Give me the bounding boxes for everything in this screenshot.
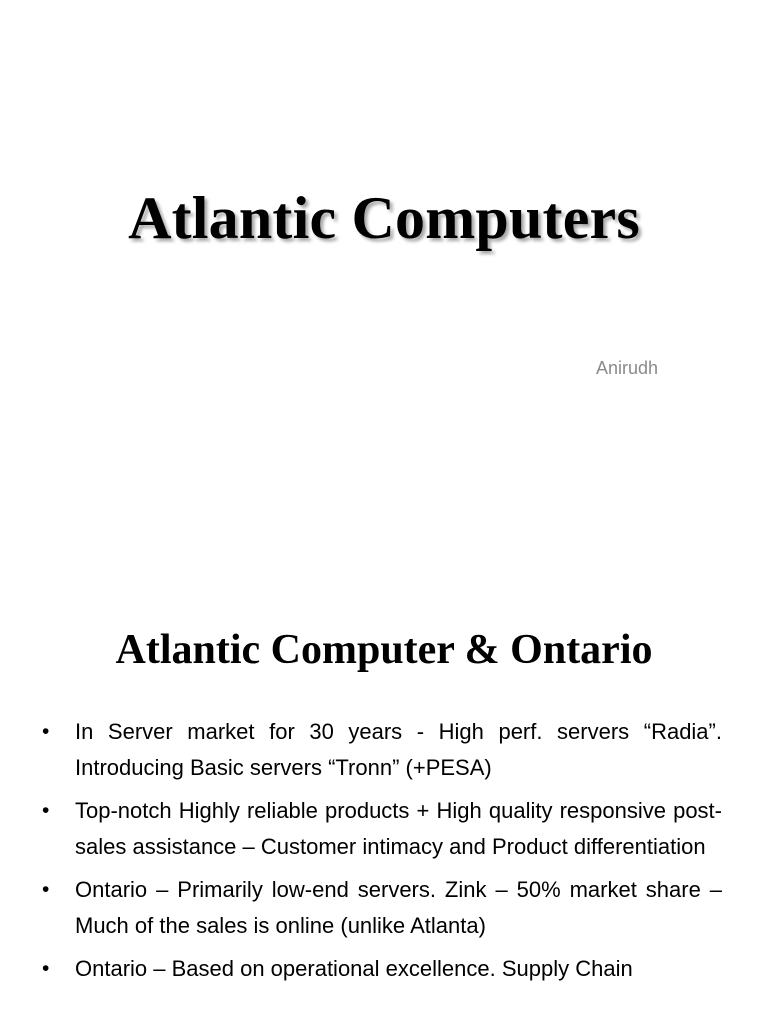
slide-title: Atlantic Computer & Ontario xyxy=(115,627,653,673)
content-slide xyxy=(0,576,768,1024)
bullet-text: In Server market for 30 years - High perf. servers “Radia”. Introducing Basic servers “Tronn” (+PESA) xyxy=(75,719,722,780)
bullet-item xyxy=(42,872,722,944)
bullet-list xyxy=(42,714,722,994)
slide-title: Atlantic Computers xyxy=(128,185,640,251)
bullet-icon: • xyxy=(42,720,50,743)
bullet-icon: • xyxy=(42,957,50,980)
bullet-text: Ontario – Based on operational excellence. Supply Chain xyxy=(75,956,633,981)
slide-subtitle-author: Anirudh xyxy=(595,358,658,378)
bullet-item xyxy=(42,714,722,786)
bullet-item xyxy=(42,951,722,987)
bullet-item xyxy=(42,793,722,865)
bullet-icon: • xyxy=(42,799,50,822)
bullet-text: Top-notch Highly reliable products + High quality responsive post-sales assistance – Customer intimacy and Product differentiation xyxy=(75,798,722,859)
bullet-icon: • xyxy=(42,878,50,901)
bullet-text: Ontario – Primarily low-end servers. Zink – 50% market share – Much of the sales is online (unlike Atlanta) xyxy=(75,877,722,938)
